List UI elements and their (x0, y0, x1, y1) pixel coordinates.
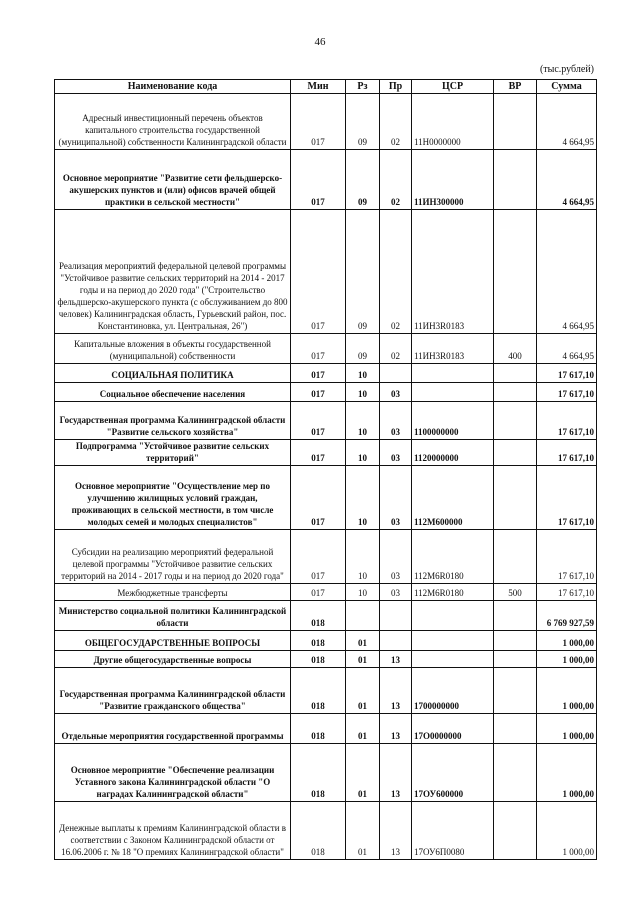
cell-name: Отдельные мероприятия государственной программы (55, 714, 291, 744)
cell-pr: 13 (380, 802, 412, 860)
cell-min: 018 (291, 668, 346, 714)
cell-pr: 13 (380, 668, 412, 714)
table-row (55, 584, 597, 601)
table-row (55, 94, 597, 150)
header-row (55, 80, 597, 94)
cell-pr: 13 (380, 744, 412, 802)
cell-min: 017 (291, 584, 346, 601)
cell-name: Другие общегосударственные вопросы (55, 651, 291, 668)
cell-sum: 17 617,10 (537, 530, 597, 584)
cell-rz: 10 (346, 530, 380, 584)
budget-table (54, 79, 597, 860)
cell-min: 017 (291, 364, 346, 383)
cell-rz: 09 (346, 210, 380, 334)
cell-sum: 4 664,95 (537, 94, 597, 150)
cell-sum: 17 617,10 (537, 466, 597, 530)
cell-name: Денежные выплаты к премиям Калининградской области в соответствии с Законом Калининградской области от 16.06.2006 г. № 18 "О премиях Калининградской области" (55, 802, 291, 860)
cell-sum: 17 617,10 (537, 584, 597, 601)
cell-min: 017 (291, 402, 346, 440)
cell-min: 018 (291, 631, 346, 651)
cell-pr: 02 (380, 334, 412, 364)
cell-sum: 1 000,00 (537, 744, 597, 802)
header-min: Мин (291, 80, 346, 94)
cell-vr (494, 714, 537, 744)
cell-rz (346, 601, 380, 631)
cell-rz: 10 (346, 383, 380, 402)
header-vr: ВР (494, 80, 537, 94)
cell-csr: 1100000000 (412, 402, 494, 440)
cell-min: 017 (291, 94, 346, 150)
cell-vr (494, 631, 537, 651)
table-row (55, 530, 597, 584)
cell-pr: 02 (380, 210, 412, 334)
cell-rz: 10 (346, 402, 380, 440)
cell-csr (412, 383, 494, 402)
cell-pr: 03 (380, 440, 412, 466)
table-row (55, 402, 597, 440)
cell-sum: 4 664,95 (537, 334, 597, 364)
cell-vr (494, 466, 537, 530)
cell-sum: 17 617,10 (537, 440, 597, 466)
cell-pr: 03 (380, 383, 412, 402)
table-row (55, 651, 597, 668)
cell-rz: 01 (346, 631, 380, 651)
cell-vr (494, 94, 537, 150)
cell-sum: 1 000,00 (537, 631, 597, 651)
cell-sum: 1 000,00 (537, 651, 597, 668)
cell-rz: 01 (346, 668, 380, 714)
cell-pr (380, 364, 412, 383)
header-rz: Рз (346, 80, 380, 94)
table-row (55, 744, 597, 802)
cell-sum: 17 617,10 (537, 383, 597, 402)
cell-pr: 02 (380, 150, 412, 210)
cell-vr (494, 364, 537, 383)
header-pr: Пр (380, 80, 412, 94)
cell-sum: 1 000,00 (537, 802, 597, 860)
cell-vr (494, 744, 537, 802)
cell-min: 017 (291, 383, 346, 402)
cell-name: Министерство социальной политики Калининградской области (55, 601, 291, 631)
units-label: (тыс.рублей) (539, 64, 594, 75)
cell-sum: 4 664,95 (537, 210, 597, 334)
cell-name: Государственная программа Калининградской области "Развитие гражданского общества" (55, 668, 291, 714)
cell-rz: 09 (346, 150, 380, 210)
cell-min: 017 (291, 440, 346, 466)
cell-rz: 10 (346, 466, 380, 530)
cell-vr (494, 601, 537, 631)
cell-sum: 17 617,10 (537, 402, 597, 440)
table-row (55, 364, 597, 383)
cell-min: 017 (291, 530, 346, 584)
cell-vr (494, 150, 537, 210)
cell-rz: 10 (346, 440, 380, 466)
cell-pr: 02 (380, 94, 412, 150)
table-row (55, 150, 597, 210)
cell-pr (380, 601, 412, 631)
cell-pr: 03 (380, 402, 412, 440)
cell-name: Государственная программа Калининградской области "Развитие сельского хозяйства" (55, 402, 291, 440)
cell-rz: 10 (346, 584, 380, 601)
cell-csr: 11ИН300000 (412, 150, 494, 210)
header-name: Наименование кода (55, 80, 291, 94)
cell-csr (412, 631, 494, 651)
cell-sum: 1 000,00 (537, 714, 597, 744)
cell-rz: 01 (346, 802, 380, 860)
cell-name: Межбюджетные трансферты (55, 584, 291, 601)
cell-csr: 112М600000 (412, 466, 494, 530)
cell-name: Основное мероприятие "Обеспечение реализации Уставного закона Калининградской области "О наградах Калининградской области" (55, 744, 291, 802)
cell-name: Капитальные вложения в объекты государственной (муниципальной) собственности (55, 334, 291, 364)
table-header (55, 80, 597, 94)
table-row (55, 601, 597, 631)
cell-name: Реализация мероприятий федеральной целевой программы "Устойчивое развитие сельских территорий на 2014 - 2017 годы и на период до 2020 года" ("Строительство фельдшерско-акушерского пункта (с обслуживанием до 800 человек) Калининградская область, Гурьевский район, пос. Константиновка, ул. Центральная, 26") (55, 210, 291, 334)
cell-csr: 11ИН3R0183 (412, 210, 494, 334)
cell-csr: 11Н0000000 (412, 94, 494, 150)
table-row (55, 802, 597, 860)
page-number: 46 (314, 36, 326, 48)
cell-sum: 4 664,95 (537, 150, 597, 210)
cell-min: 017 (291, 150, 346, 210)
cell-csr: 17ОУ6П0080 (412, 802, 494, 860)
cell-vr (494, 802, 537, 860)
cell-csr: 1120000000 (412, 440, 494, 466)
cell-name: Социальное обеспечение населения (55, 383, 291, 402)
cell-min: 018 (291, 651, 346, 668)
cell-vr (494, 440, 537, 466)
header-sum: Сумма (537, 80, 597, 94)
table-row (55, 668, 597, 714)
cell-min: 018 (291, 802, 346, 860)
cell-name: СОЦИАЛЬНАЯ ПОЛИТИКА (55, 364, 291, 383)
cell-min: 017 (291, 210, 346, 334)
table-row (55, 466, 597, 530)
cell-vr (494, 383, 537, 402)
cell-name: ОБЩЕГОСУДАРСТВЕННЫЕ ВОПРОСЫ (55, 631, 291, 651)
cell-min: 018 (291, 601, 346, 631)
cell-name: Подпрограмма "Устойчивое развитие сельских территорий" (55, 440, 291, 466)
cell-min: 017 (291, 334, 346, 364)
cell-rz: 09 (346, 94, 380, 150)
header-csr: ЦСР (412, 80, 494, 94)
table-row (55, 714, 597, 744)
cell-name: Основное мероприятие "Развитие сети фельдшерско-акушерских пунктов и (или) офисов врачей общей практики в сельской местности" (55, 150, 291, 210)
cell-pr (380, 631, 412, 651)
table-row (55, 631, 597, 651)
cell-rz: 10 (346, 364, 380, 383)
cell-csr: 112М6R0180 (412, 584, 494, 601)
cell-sum: 1 000,00 (537, 668, 597, 714)
cell-pr: 03 (380, 466, 412, 530)
cell-pr: 03 (380, 584, 412, 601)
table-body (55, 94, 597, 860)
table-row (55, 210, 597, 334)
cell-sum: 6 769 927,59 (537, 601, 597, 631)
cell-csr: 112М6R0180 (412, 530, 494, 584)
cell-csr (412, 364, 494, 383)
cell-csr: 17ОУ600000 (412, 744, 494, 802)
cell-vr (494, 668, 537, 714)
table-row (55, 334, 597, 364)
cell-rz: 01 (346, 714, 380, 744)
cell-rz: 09 (346, 334, 380, 364)
cell-name: Основное мероприятие "Осуществление мер по улучшению жилищных условий граждан, проживающих в сельской местности, в том числе молодых семей и молодых специалистов" (55, 466, 291, 530)
cell-csr: 1700000000 (412, 668, 494, 714)
cell-csr: 17О0000000 (412, 714, 494, 744)
cell-pr: 03 (380, 530, 412, 584)
cell-vr: 500 (494, 584, 537, 601)
cell-vr: 400 (494, 334, 537, 364)
cell-min: 018 (291, 714, 346, 744)
cell-vr (494, 210, 537, 334)
cell-csr (412, 651, 494, 668)
cell-rz: 01 (346, 651, 380, 668)
table-row (55, 440, 597, 466)
cell-pr: 13 (380, 651, 412, 668)
cell-sum: 17 617,10 (537, 364, 597, 383)
cell-min: 018 (291, 744, 346, 802)
cell-vr (494, 402, 537, 440)
cell-vr (494, 530, 537, 584)
cell-min: 017 (291, 466, 346, 530)
cell-name: Субсидии на реализацию мероприятий федеральной целевой программы "Устойчивое развитие сельских территорий на 2014 - 2017 годы и на период до 2020 года" (55, 530, 291, 584)
cell-csr (412, 601, 494, 631)
cell-csr: 11ИН3R0183 (412, 334, 494, 364)
cell-rz: 01 (346, 744, 380, 802)
cell-pr: 13 (380, 714, 412, 744)
table-row (55, 383, 597, 402)
cell-name: Адресный инвестиционный перечень объектов капитального строительства государственной (муниципальной) собственности Калининградской области (55, 94, 291, 150)
cell-vr (494, 651, 537, 668)
